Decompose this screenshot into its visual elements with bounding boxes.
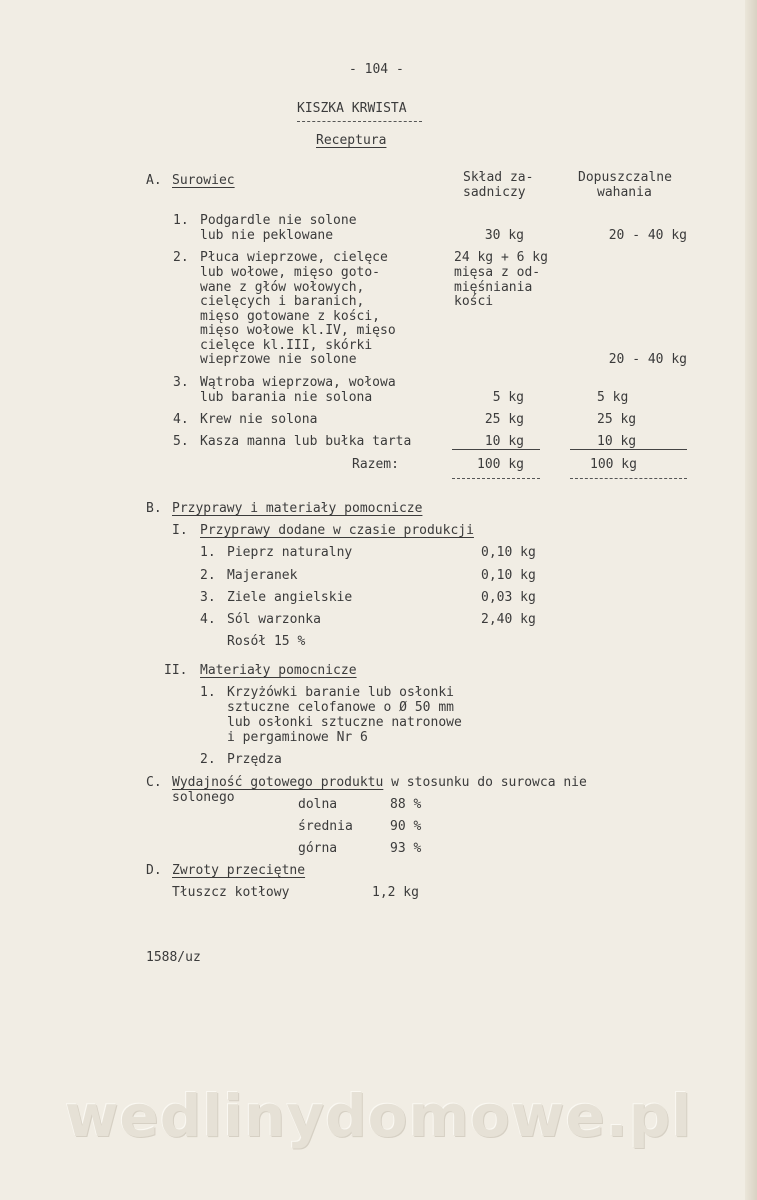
section-d-label: D.	[146, 863, 162, 878]
aux-1-line3: lub osłonki sztuczne natronowe	[227, 715, 462, 730]
item-2-line4: cielęcych i baranich,	[200, 294, 365, 309]
item-5-line1: Kasza manna lub bułka tarta	[200, 434, 412, 449]
yield-1-value: 88 %	[390, 797, 422, 812]
section-c-title-underlined: Wydajność gotowego produktu	[172, 775, 384, 790]
aux-1-line2: sztuczne celofanowe o Ø 50 mm	[227, 700, 454, 715]
item-1-amount: 30 kg	[484, 228, 524, 243]
spice-1-name: Pieprz naturalny	[227, 545, 353, 560]
item-2-line1: Płuca wieprzowe, cielęce	[200, 250, 388, 265]
yield-2-name: średnia	[298, 819, 353, 834]
aux-1-line1: Krzyżówki baranie lub osłonki	[227, 685, 454, 700]
spice-3-name: Ziele angielskie	[227, 590, 353, 605]
section-d-item-name: Tłuszcz kotłowy	[172, 885, 290, 900]
item-5-range: 10 kg	[597, 434, 637, 449]
total-label: Razem:	[352, 457, 399, 472]
section-c-label: C.	[146, 775, 162, 790]
section-c-title-line2: solonego	[172, 790, 235, 805]
item-3-num: 3.	[173, 375, 189, 390]
item-2-line2: lub wołowe, mięso goto-	[200, 265, 381, 280]
section-c-title	[172, 775, 587, 790]
section-a-title: Surowiec	[172, 173, 235, 188]
yield-3-name: górna	[298, 841, 338, 856]
item-4-line1: Krew nie solona	[200, 412, 318, 427]
item-2-line3: wane z głów wołowych,	[200, 280, 365, 295]
col-amount-header-line2: sadniczy	[463, 185, 526, 200]
item-2-amount-line3: mięśniania	[454, 280, 533, 295]
section-b-title: Przyprawy i materiały pomocnicze	[172, 501, 423, 516]
section-a-label: A.	[146, 173, 162, 188]
total-line-amount	[452, 478, 540, 479]
aux-1-num: 1.	[200, 685, 216, 700]
section-b-sub2-title: Materiały pomocnicze	[200, 663, 357, 678]
spice-2-num: 2.	[200, 568, 216, 583]
item-2-amount-line4: kości	[454, 294, 494, 309]
spice-1-amount: 0,10 kg	[481, 545, 536, 560]
item-4-amount: 25 kg	[484, 412, 524, 427]
section-d-item-value: 1,2 kg	[372, 885, 419, 900]
item-2-line7: cielęce kl.III, skórki	[200, 338, 373, 353]
item-2-amount-line2: mięsa z od-	[454, 265, 541, 280]
aux-2-num: 2.	[200, 752, 216, 767]
section-c-title-rest: w stosunku do surowca nie	[383, 775, 587, 790]
item-3-range: 5 kg	[597, 390, 629, 405]
total-range: 100 kg	[590, 457, 637, 472]
item-2-line8: wieprzowe nie solone	[200, 352, 357, 367]
item-1-line2: lub nie peklowane	[200, 228, 334, 243]
yield-3-value: 93 %	[390, 841, 422, 856]
subtotal-line-amount	[452, 449, 540, 450]
section-b-sub1-label: I.	[172, 523, 188, 538]
watermark: wedlinydomowe.pl	[64, 1082, 693, 1150]
item-2-line6: mięso wołowe kl.IV, mięso	[200, 323, 396, 338]
item-2-num: 2.	[173, 250, 189, 265]
section-b-label: B.	[146, 501, 162, 516]
item-5-num: 5.	[173, 434, 189, 449]
page-number: - 104 -	[349, 62, 404, 77]
brine-note: Rosół 15 %	[227, 634, 306, 649]
section-b-sub2-label: II.	[164, 663, 188, 678]
item-4-num: 4.	[173, 412, 189, 427]
item-3-line2: lub barania nie solona	[200, 390, 373, 405]
col-range-header-line1: Dopuszczalne	[578, 170, 672, 185]
col-range-header-line2: wahania	[597, 185, 652, 200]
section-b-sub1-title: Przyprawy dodane w czasie produkcji	[200, 523, 474, 538]
item-3-line1: Wątroba wieprzowa, wołowa	[200, 375, 396, 390]
page-edge-shadow	[745, 0, 757, 1200]
total-amount: 100 kg	[477, 457, 524, 472]
subtotal-line-range	[570, 449, 687, 450]
yield-2-value: 90 %	[390, 819, 422, 834]
item-2-range: 20 - 40 kg	[608, 352, 687, 367]
col-amount-header-line1: Skład za-	[463, 170, 534, 185]
spice-4-name: Sól warzonka	[227, 612, 321, 627]
item-3-amount: 5 kg	[492, 390, 524, 405]
spice-1-num: 1.	[200, 545, 216, 560]
item-1-num: 1.	[173, 213, 189, 228]
title-underline	[297, 121, 422, 122]
item-2-line5: mięso gotowane z kości,	[200, 309, 381, 324]
total-line-range	[570, 478, 687, 479]
aux-1-line4: i pergaminowe Nr 6	[227, 730, 368, 745]
spice-3-amount: 0,03 kg	[481, 590, 536, 605]
footer-code: 1588/uz	[146, 950, 201, 965]
section-d-title: Zwroty przeciętne	[172, 863, 306, 878]
item-4-range: 25 kg	[597, 412, 637, 427]
document-title: KISZKA KRWISTA	[297, 101, 407, 116]
aux-2-line1: Przędza	[227, 752, 282, 767]
document-subtitle: Receptura	[316, 133, 387, 148]
item-5-amount: 10 kg	[484, 434, 524, 449]
spice-2-name: Majeranek	[227, 568, 298, 583]
spice-2-amount: 0,10 kg	[481, 568, 536, 583]
item-2-amount-line1: 24 kg + 6 kg	[454, 250, 548, 265]
spice-4-num: 4.	[200, 612, 216, 627]
spice-4-amount: 2,40 kg	[481, 612, 536, 627]
item-1-range: 20 - 40 kg	[608, 228, 687, 243]
item-1-line1: Podgardle nie solone	[200, 213, 357, 228]
spice-3-num: 3.	[200, 590, 216, 605]
yield-1-name: dolna	[298, 797, 338, 812]
